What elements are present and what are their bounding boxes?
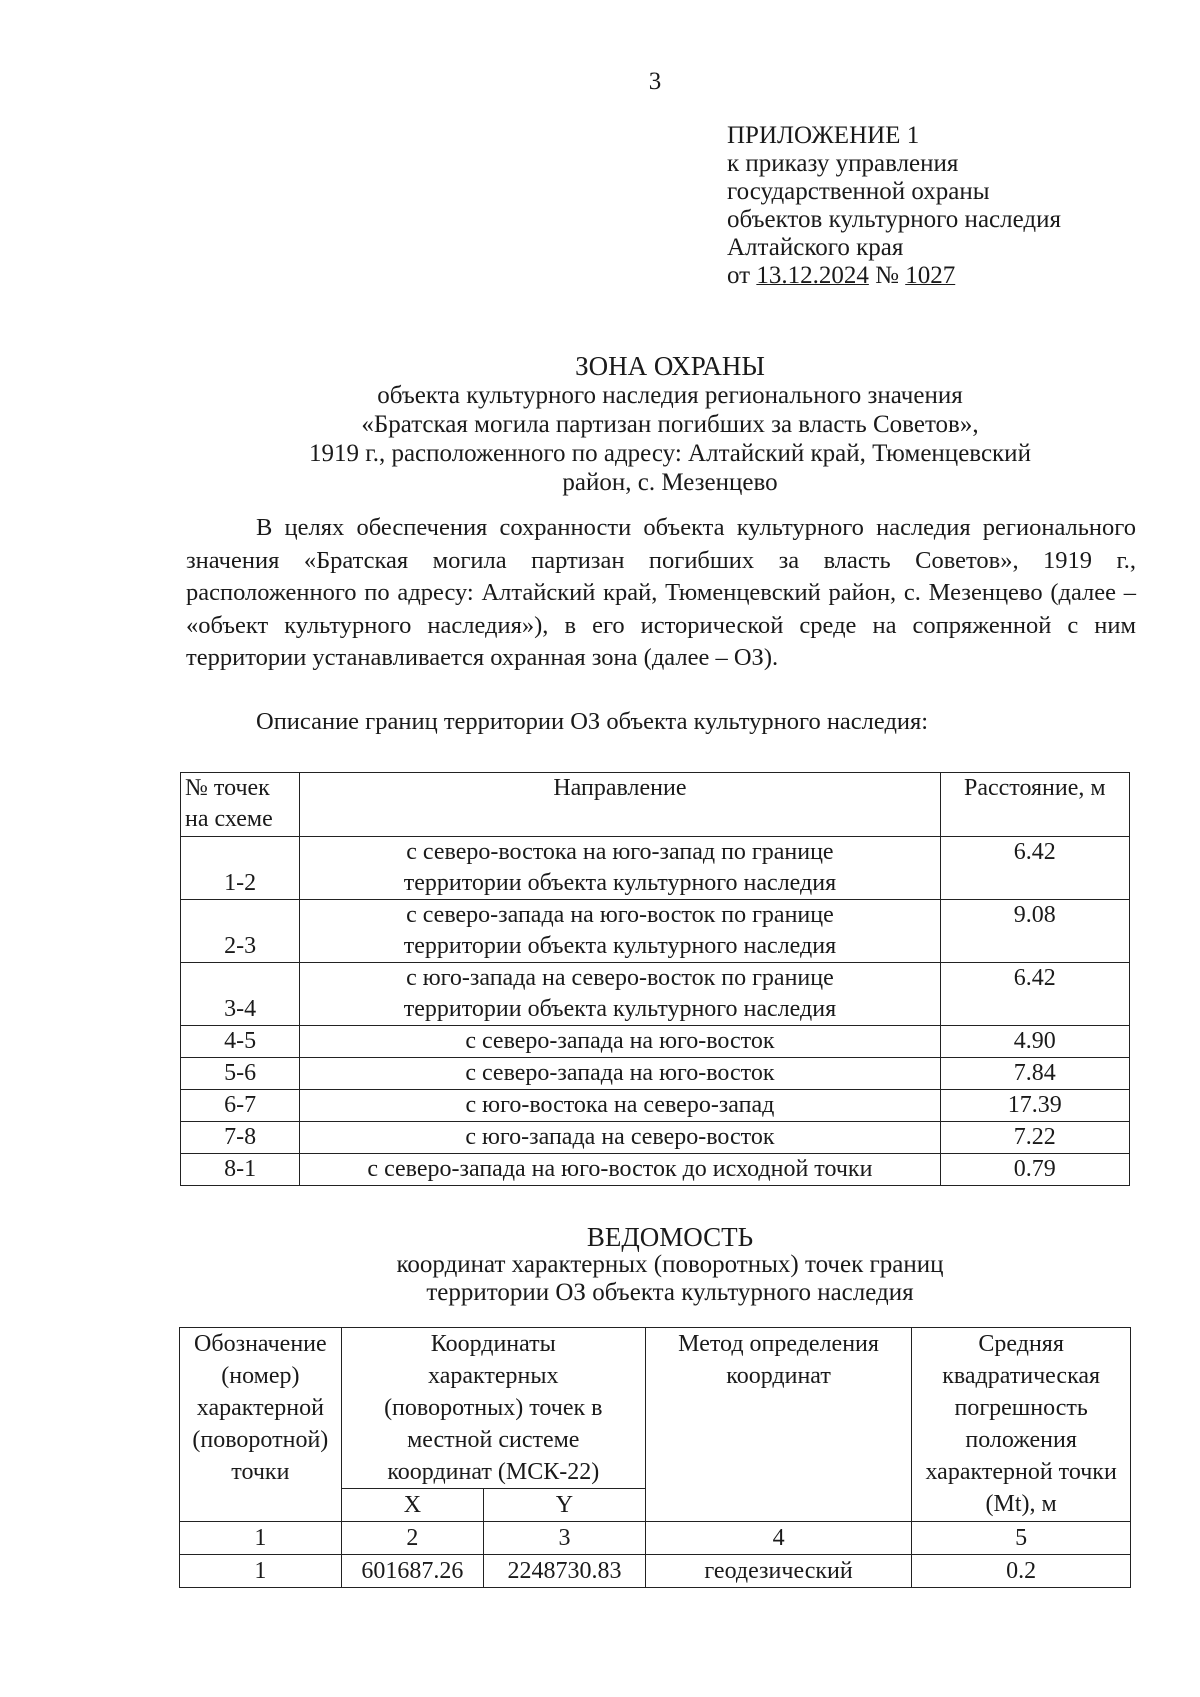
- table-row: [181, 1154, 1130, 1186]
- cell-direction-line-1: с северо-востока на юго-запад по границе: [406, 839, 834, 865]
- table-row: [181, 837, 1130, 900]
- cell-direction: [300, 837, 940, 900]
- cell-distance: 9.08: [940, 900, 1129, 963]
- header-designation-line: характерной: [196, 1395, 324, 1421]
- zone-title-line-2: «Братская могила партизан погибших за власть Советов»,: [361, 411, 979, 438]
- cell-direction: с северо-запада на юго-восток: [300, 1026, 940, 1058]
- cell-points: 7-8: [181, 1122, 300, 1154]
- zone-title-line-1: объекта культурного наследия регионального значения: [377, 382, 963, 409]
- cell-direction-line-2: территории объекта культурного наследия: [403, 870, 837, 896]
- column-number: 3: [484, 1522, 646, 1555]
- header-points-line-2: на схеме: [185, 806, 273, 832]
- appendix-number: 1027: [905, 262, 956, 289]
- header-coordinates-line: координат (МСК-22): [387, 1459, 600, 1485]
- appendix-date-prefix: от: [727, 262, 751, 289]
- appendix-line-3: объектов культурного наследия: [727, 206, 1061, 233]
- header-coordinates: [341, 1328, 645, 1489]
- boundaries-caption: Описание границ территории ОЗ объекта культурного наследия:: [256, 708, 929, 735]
- header-designation: [180, 1328, 342, 1522]
- page-number: 3: [648, 68, 662, 95]
- table-row: [181, 1090, 1130, 1122]
- table-row: [181, 963, 1130, 1026]
- header-x: X: [341, 1489, 483, 1522]
- cell-direction: с северо-запада на юго-восток до исходной точки: [300, 1154, 940, 1186]
- column-number: 5: [912, 1522, 1131, 1555]
- cell-direction-line-1: с северо-запада на юго-восток по границе: [406, 902, 834, 928]
- cell-direction: [300, 963, 940, 1026]
- header-designation-line: (номер): [221, 1363, 300, 1389]
- cell-direction: с юго-запада на северо-восток: [300, 1122, 940, 1154]
- coords-header-row: [180, 1328, 1131, 1489]
- cell-point: 1: [180, 1555, 342, 1588]
- intro-paragraph: [186, 512, 1136, 675]
- cell-direction: с юго-востока на северо-запад: [300, 1090, 940, 1122]
- header-method-line: Метод определения: [678, 1331, 879, 1357]
- header-error-line: характерной точки: [925, 1459, 1117, 1485]
- header-coordinates-line: местной системе: [407, 1427, 580, 1453]
- header-designation-line: Обозначение: [194, 1331, 327, 1357]
- column-number: 2: [341, 1522, 483, 1555]
- header-distance: Расстояние, м: [940, 773, 1129, 837]
- appendix-block: [727, 122, 1061, 290]
- header-points-line-1: № точек: [185, 775, 270, 801]
- header-error-line: положения: [965, 1427, 1077, 1453]
- table-row: [181, 1122, 1130, 1154]
- header-designation-line: (поворотной): [192, 1427, 329, 1453]
- header-direction: Направление: [300, 773, 940, 837]
- column-number-row: [180, 1522, 1131, 1555]
- cell-direction: [300, 900, 940, 963]
- header-method-line: координат: [726, 1363, 831, 1389]
- table-row: [181, 1026, 1130, 1058]
- appendix-line-4: Алтайского края: [727, 234, 904, 261]
- cell-method: геодезический: [645, 1555, 911, 1588]
- appendix-date-line: [727, 262, 1061, 290]
- header-points: [181, 773, 300, 837]
- appendix-title: ПРИЛОЖЕНИЕ 1: [727, 122, 920, 149]
- cell-y: 2248730.83: [484, 1555, 646, 1588]
- header-designation-line: точки: [231, 1459, 290, 1485]
- header-coordinates-line: Координаты: [430, 1331, 556, 1357]
- appendix-number-sign: №: [875, 262, 899, 289]
- cell-distance: 7.22: [940, 1122, 1129, 1154]
- table-row: [180, 1555, 1131, 1588]
- coords-title-line-2: территории ОЗ объекта культурного наследия: [426, 1279, 914, 1306]
- zone-title-line-4: район, с. Мезенцево: [562, 469, 778, 496]
- cell-points: 8-1: [181, 1154, 300, 1186]
- boundaries-header-row: [181, 773, 1130, 837]
- column-number: 4: [645, 1522, 911, 1555]
- header-coordinates-line: (поворотных) точек в: [384, 1395, 603, 1421]
- header-y: Y: [484, 1489, 646, 1522]
- cell-distance: 6.42: [940, 963, 1129, 1026]
- cell-points: 2-3: [181, 900, 300, 963]
- cell-distance: 17.39: [940, 1090, 1129, 1122]
- header-error-line: квадратическая: [942, 1363, 1101, 1389]
- cell-direction: с северо-запада на юго-восток: [300, 1058, 940, 1090]
- column-number: 1: [180, 1522, 342, 1555]
- table-row: [181, 900, 1130, 963]
- header-method: [645, 1328, 911, 1522]
- cell-direction-line-1: с юго-запада на северо-восток по границе: [406, 965, 834, 991]
- zone-title: ЗОНА ОХРАНЫ: [575, 351, 765, 381]
- boundaries-table: [180, 772, 1130, 1186]
- cell-points: 5-6: [181, 1058, 300, 1090]
- header-error: [912, 1328, 1131, 1522]
- cell-direction-line-2: территории объекта культурного наследия: [403, 996, 837, 1022]
- cell-distance: 7.84: [940, 1058, 1129, 1090]
- cell-direction-line-2: территории объекта культурного наследия: [403, 933, 837, 959]
- cell-x: 601687.26: [341, 1555, 483, 1588]
- header-coordinates-line: характерных: [428, 1363, 559, 1389]
- cell-points: 6-7: [181, 1090, 300, 1122]
- coords-table: [179, 1327, 1131, 1588]
- coords-title: ВЕДОМОСТЬ: [586, 1222, 754, 1252]
- header-error-line: погрешность: [954, 1395, 1088, 1421]
- intro-paragraph-text: В целях обеспечения сохранности объекта культурного наследия регионального значения «Братская могила партизан погибших за власть Советов», 1919 г., расположенного по адресу: Алтайский край, Тюменцевский район, с. Мезенцево (далее – «объект культурного наследия»), в его исторической среде на сопряженной с ним территории устанавливается охранная зона (далее – ОЗ).: [186, 514, 1136, 671]
- cell-distance: 6.42: [940, 837, 1129, 900]
- coords-title-block: [170, 1223, 1170, 1307]
- cell-points: 4-5: [181, 1026, 300, 1058]
- zone-title-line-3: 1919 г., расположенного по адресу: Алтайский край, Тюменцевский: [309, 440, 1031, 467]
- header-error-line: Средняя: [978, 1331, 1064, 1357]
- coords-title-line-1: координат характерных (поворотных) точек границ: [396, 1251, 944, 1278]
- appendix-date: 13.12.2024: [756, 262, 869, 289]
- cell-distance: 0.79: [940, 1154, 1129, 1186]
- cell-points: 3-4: [181, 963, 300, 1026]
- zone-title-block: [170, 352, 1170, 497]
- cell-distance: 4.90: [940, 1026, 1129, 1058]
- appendix-line-1: к приказу управления: [727, 150, 959, 177]
- header-error-line: (Mt), м: [985, 1491, 1057, 1517]
- appendix-line-2: государственной охраны: [727, 178, 990, 205]
- cell-error: 0.2: [912, 1555, 1131, 1588]
- cell-points: 1-2: [181, 837, 300, 900]
- table-row: [181, 1058, 1130, 1090]
